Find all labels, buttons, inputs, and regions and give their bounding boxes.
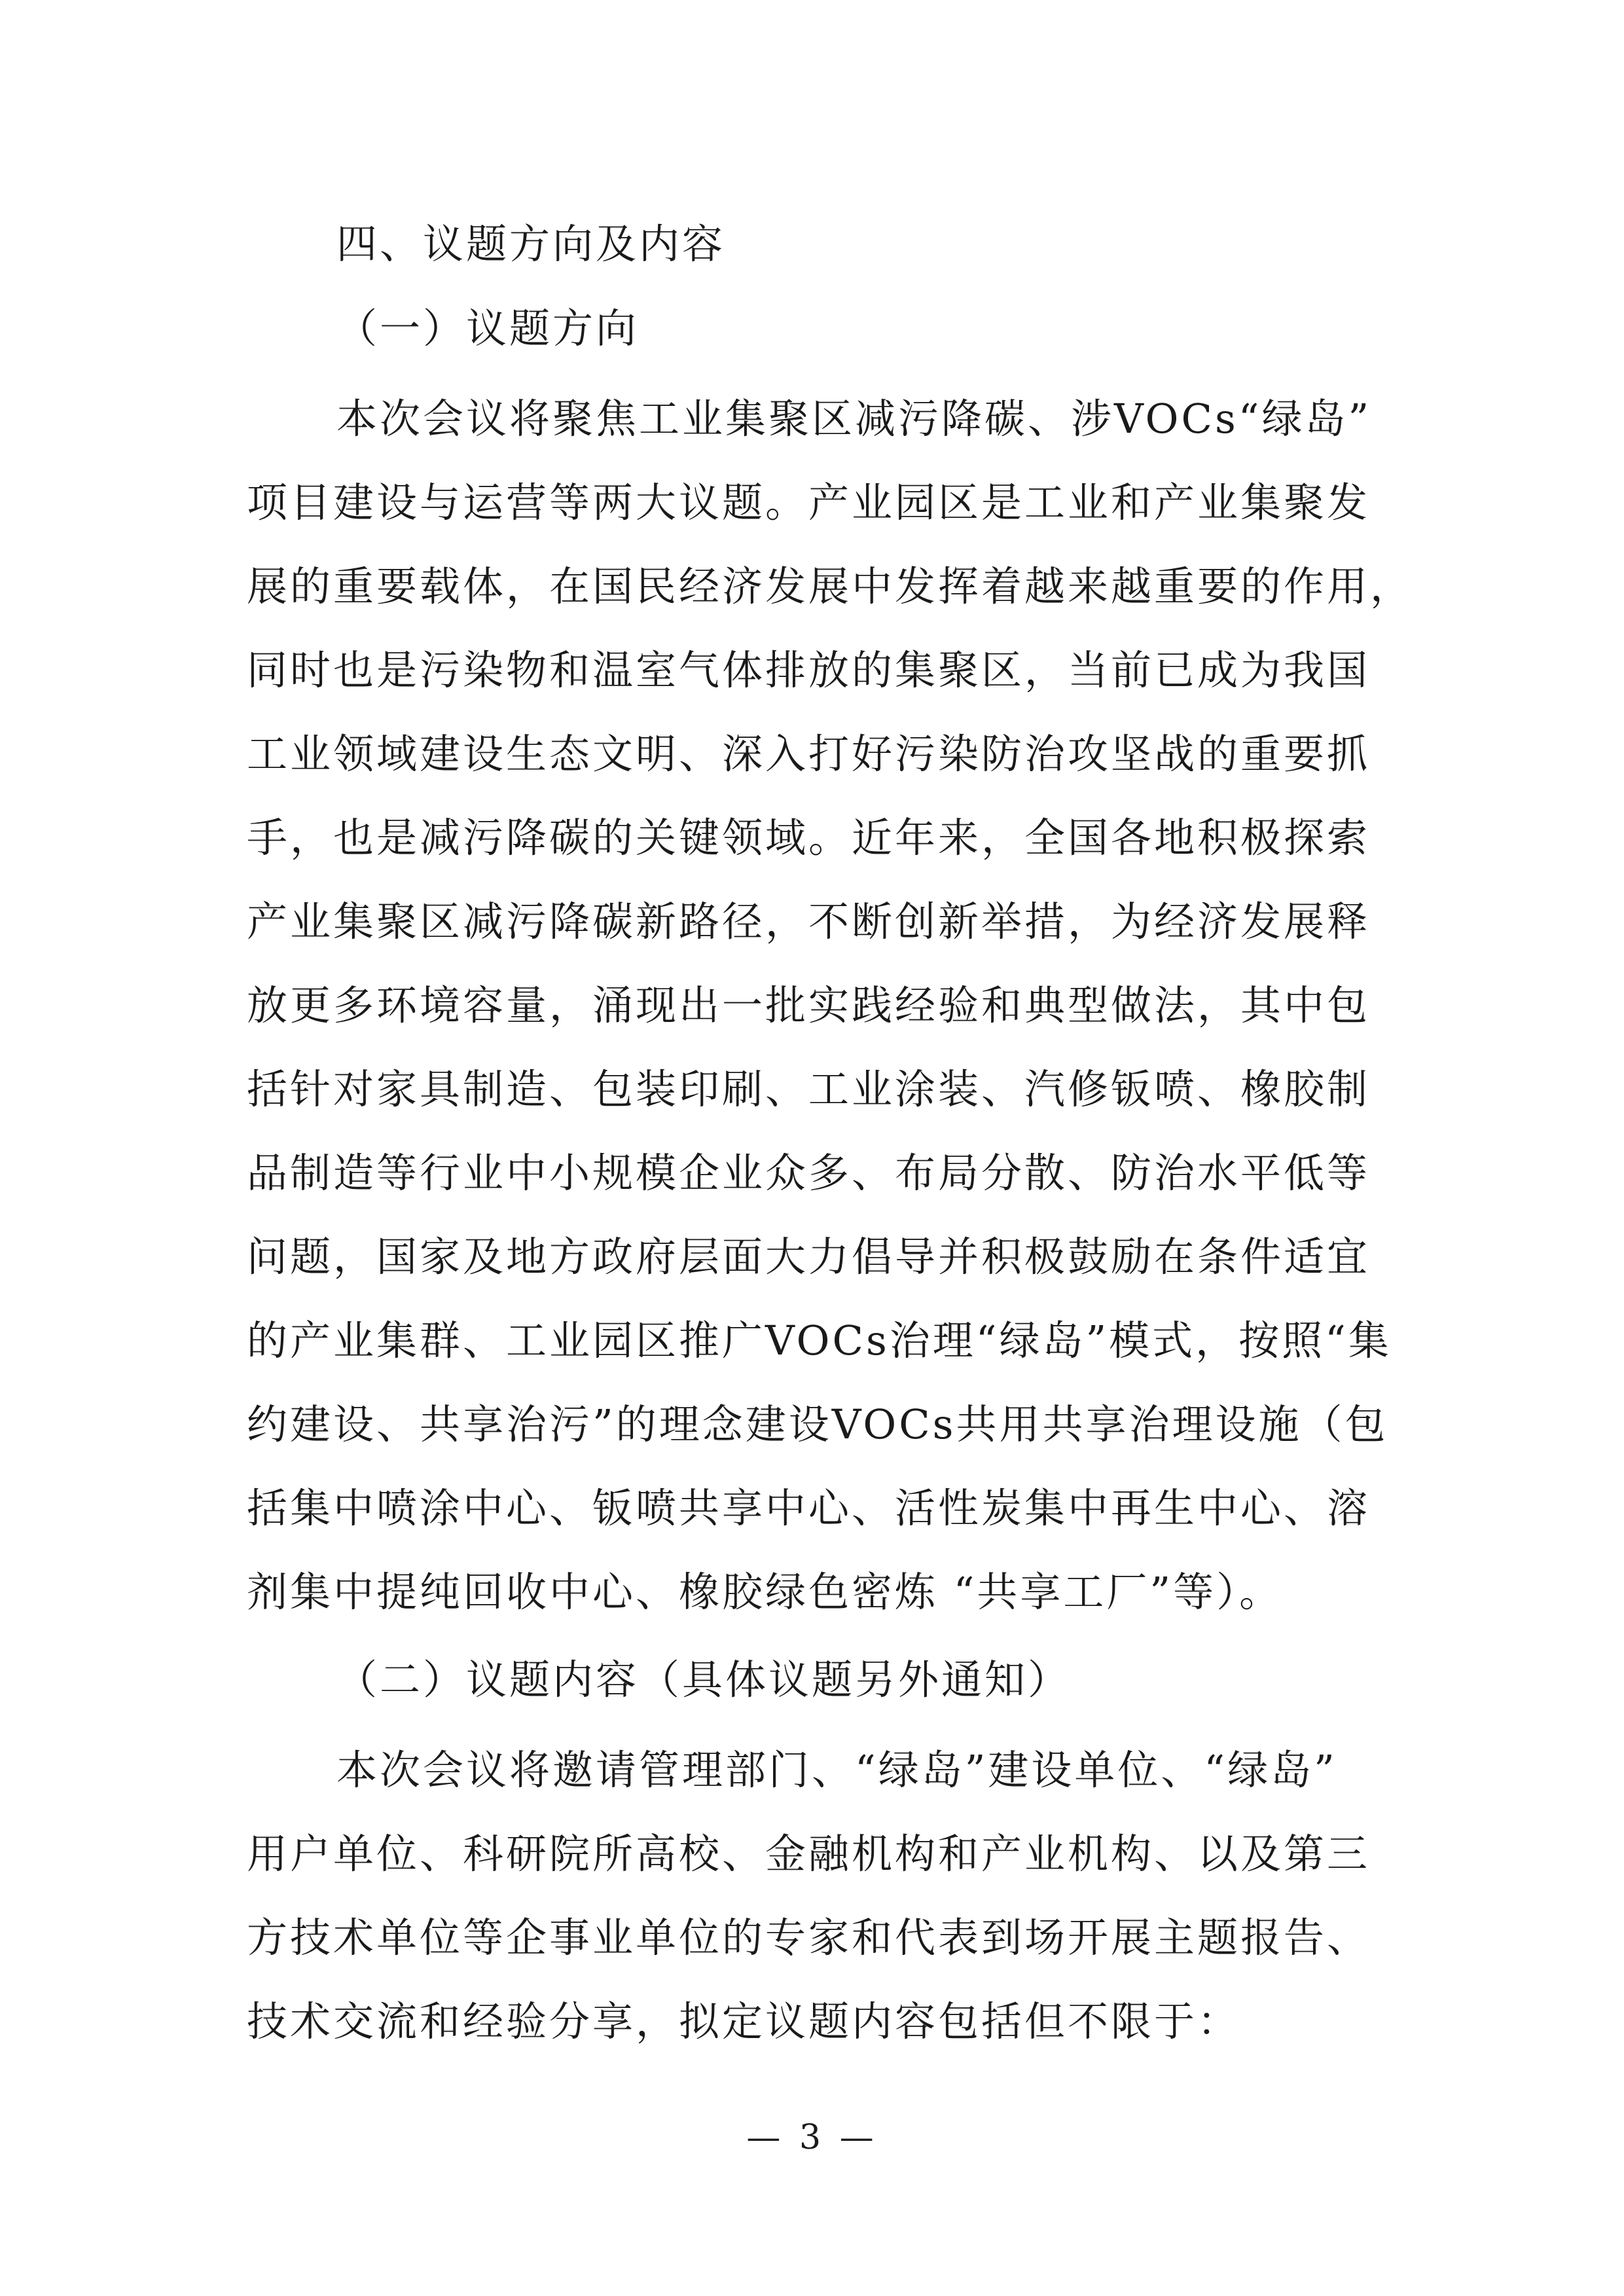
paragraph-line: 产业集聚区减污降碳新路径，不断创新举措，为经济发展释 xyxy=(247,898,1371,945)
paragraph-line: 本次会议将邀请管理部门、“绿岛”建设单位、“绿岛” xyxy=(336,1746,1337,1794)
section-heading: 四、议题方向及内容 xyxy=(336,220,726,268)
paragraph-line: 放更多环境容量，涌现出一批实践经验和典型做法，其中包 xyxy=(247,981,1371,1029)
paragraph-line: 技术交流和经验分享，拟定议题内容包括但不限于： xyxy=(247,1997,1241,2045)
paragraph-line: 工业领域建设生态文明、深入打好污染防治攻坚战的重要抓 xyxy=(247,730,1371,778)
subheading-topic-content: （二）议题内容（具体议题另外通知） xyxy=(336,1656,1072,1704)
paragraph-line: 问题，国家及地方政府层面大力倡导并积极鼓励在条件适宜 xyxy=(247,1233,1371,1281)
paragraph-line: 括针对家具制造、包装印刷、工业涂装、汽修钣喷、橡胶制 xyxy=(247,1065,1371,1113)
paragraph-line: 同时也是污染物和温室气体排放的集聚区，当前已成为我国 xyxy=(247,646,1371,694)
paragraph-line: 本次会议将聚焦工业集聚区减污降碳、涉VOCs“绿岛” xyxy=(336,395,1372,443)
paragraph-line: 手，也是减污降碳的关键领域。近年来，全国各地积极探索 xyxy=(247,814,1371,862)
paragraph-line: 用户单位、科研院所高校、金融机构和产业机构、以及第三 xyxy=(247,1830,1371,1878)
paragraph-line: 的产业集群、工业园区推广VOCs治理“绿岛”模式，按照“集 xyxy=(247,1317,1392,1364)
paragraph-line: 约建设、共享治污”的理念建设VOCs共用共享治理设施（包 xyxy=(247,1400,1388,1448)
page-number: — 3 — xyxy=(746,2118,878,2157)
paragraph-line: 括集中喷涂中心、钣喷共享中心、活性炭集中再生中心、溶 xyxy=(247,1484,1371,1532)
paragraph-line: 项目建设与运营等两大议题。产业园区是工业和产业集聚发 xyxy=(247,479,1371,526)
paragraph-line: 展的重要载体，在国民经济发展中发挥着越来越重要的作用， xyxy=(247,562,1414,610)
subheading-topic-direction: （一）议题方向 xyxy=(336,304,640,352)
paragraph-line: 方技术单位等企事业单位的专家和代表到场开展主题报告、 xyxy=(247,1914,1371,1961)
paragraph-line: 剂集中提纯回收中心、橡胶绿色密炼 “共享工厂”等）。 xyxy=(247,1568,1283,1616)
paragraph-line: 品制造等行业中小规模企业众多、布局分散、防治水平低等 xyxy=(247,1149,1371,1197)
